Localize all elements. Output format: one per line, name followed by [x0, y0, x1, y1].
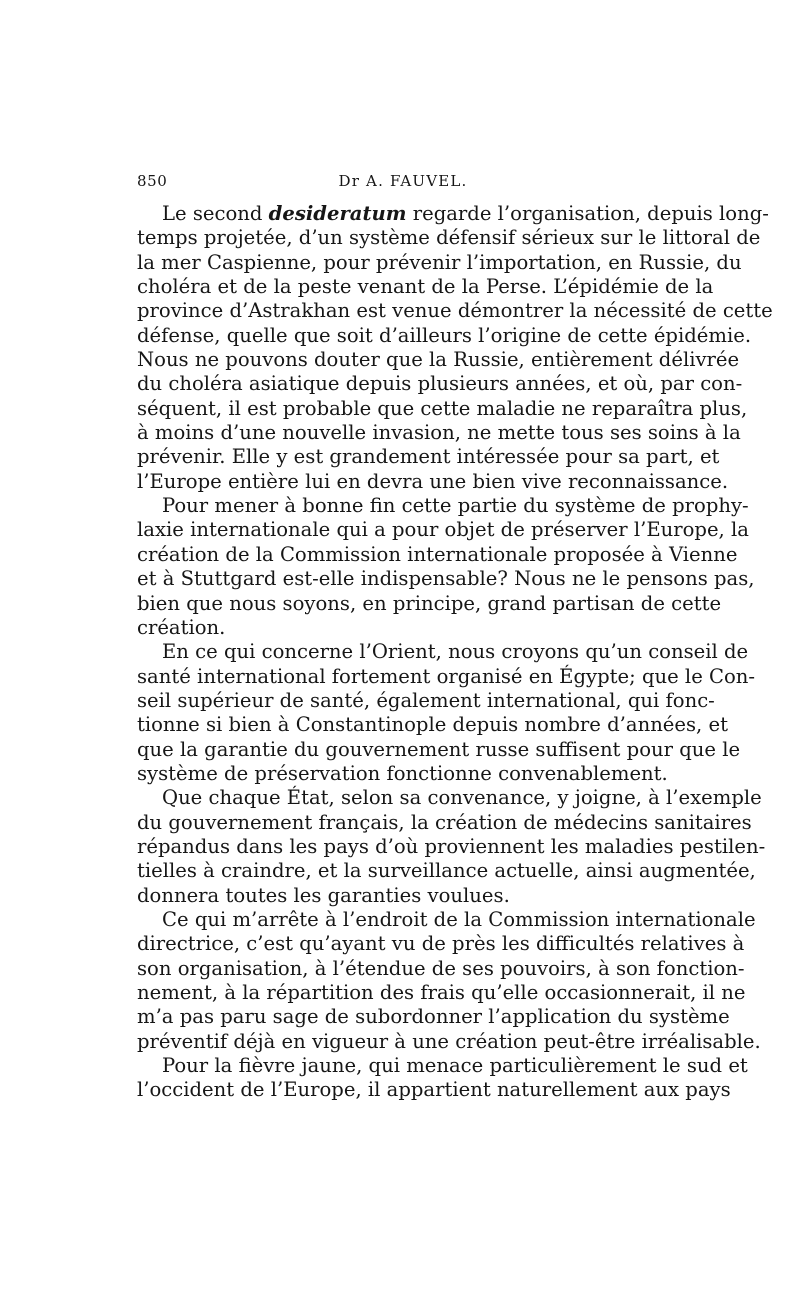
text-line: que la garantie du gouvernement russe suffisent pour que le — [137, 737, 741, 761]
page-header — [137, 172, 669, 198]
text-line: la mer Caspienne, pour prévenir l’importation, en Russie, du — [137, 250, 742, 274]
running-head: Dr A. FAUVEL. — [338, 172, 468, 190]
text-line: santé international fortement organisé en Égypte; que le Con- — [137, 664, 756, 688]
text-line: du gouvernement français, la création de médecins sanitaires — [137, 810, 752, 834]
text-line: choléra et de la peste venant de la Perse. L’épidémie de la — [137, 275, 714, 299]
paragraph — [137, 786, 766, 908]
text-line: Pour la fièvre jaune, qui menace particulièrement le sud et — [162, 1054, 748, 1078]
text-line: l’Europe entière lui en devra une bien vive reconnaissance. — [137, 469, 729, 493]
page-number: 850 — [137, 172, 168, 190]
text-line: seil supérieur de santé, également international, qui fonc- — [137, 688, 715, 712]
text-line: En ce qui concerne l’Orient, nous croyons qu’un conseil de — [162, 640, 749, 664]
paragraph — [137, 907, 761, 1054]
text-line: laxie internationale qui a pour objet de préserver l’Europe, la — [137, 518, 749, 542]
text-line: à moins d’une nouvelle invasion, ne mette tous ses soins à la — [137, 421, 741, 445]
text-line: création. — [137, 615, 226, 639]
text-line: province d’Astrakhan est venue démontrer la nécessité de cette — [137, 299, 773, 323]
text-line: Pour mener à bonne fin cette partie du système de prophy- — [162, 494, 749, 518]
paragraph — [137, 494, 755, 640]
text-line: directrice, c’est qu’ayant vu de près les difficultés relatives à — [137, 932, 745, 956]
text-line: séquent, il est probable que cette maladie ne reparaîtra plus, — [137, 396, 748, 420]
text-line: donnera toutes les garanties voulues. — [137, 883, 510, 907]
text-line: système de préservation fonctionne convenablement. — [137, 761, 668, 785]
text-line: Que chaque État, selon sa convenance, y joigne, à l’exemple — [162, 786, 762, 810]
text-line: tielles à craindre, et la surveillance actuelle, ainsi augmentée, — [137, 859, 756, 883]
text-line: tionne si bien à Constantinople depuis nombre d’années, et — [137, 713, 728, 737]
text-line: répandus dans les pays d’où proviennent les maladies pestilen- — [137, 834, 766, 858]
text-line: bien que nous soyons, en principe, grand partisan de cette — [137, 591, 722, 615]
text-line: préventif déjà en vigueur à une création peut-être irréalisable. — [137, 1029, 761, 1053]
text-line: temps projetée, d’un système défensif sérieux sur le littoral de — [137, 226, 761, 250]
text-line: et à Stuttgard est-elle indispensable? Nous ne le pensons pas, — [137, 567, 755, 591]
paragraph — [137, 640, 756, 786]
text-line: m’a pas paru sage de subordonner l’application du système — [137, 1005, 730, 1029]
text-line: création de la Commission internationale proposée à Vienne — [137, 542, 738, 566]
emphasized-term: desideratum — [268, 202, 407, 225]
text-line: nement, à la répartition des frais qu’elle occasionnerait, il ne — [137, 981, 746, 1004]
text-line: Ce qui m’arrête à l’endroit de la Commission internationale — [162, 907, 756, 931]
text-line: Nous ne pouvons douter que la Russie, entièrement délivrée — [137, 348, 740, 372]
paragraph — [137, 202, 773, 494]
text-line: l’occident de l’Europe, il appartient naturellement aux pays — [137, 1078, 731, 1102]
text-line: son organisation, à l’étendue de ses pouvoirs, à son fonction- — [137, 956, 745, 980]
body-text — [137, 202, 773, 1103]
text-line: du choléra asiatique depuis plusieurs années, et où, par con- — [137, 372, 743, 396]
text-line: Le second desideratum regarde l’organisation, depuis long- — [162, 202, 769, 225]
paragraph — [137, 1054, 748, 1103]
text-line: prévenir. Elle y est grandement intéressée pour sa part, et — [137, 445, 720, 469]
text-line: défense, quelle que soit d’ailleurs l’origine de cette épidémie. — [137, 323, 752, 347]
